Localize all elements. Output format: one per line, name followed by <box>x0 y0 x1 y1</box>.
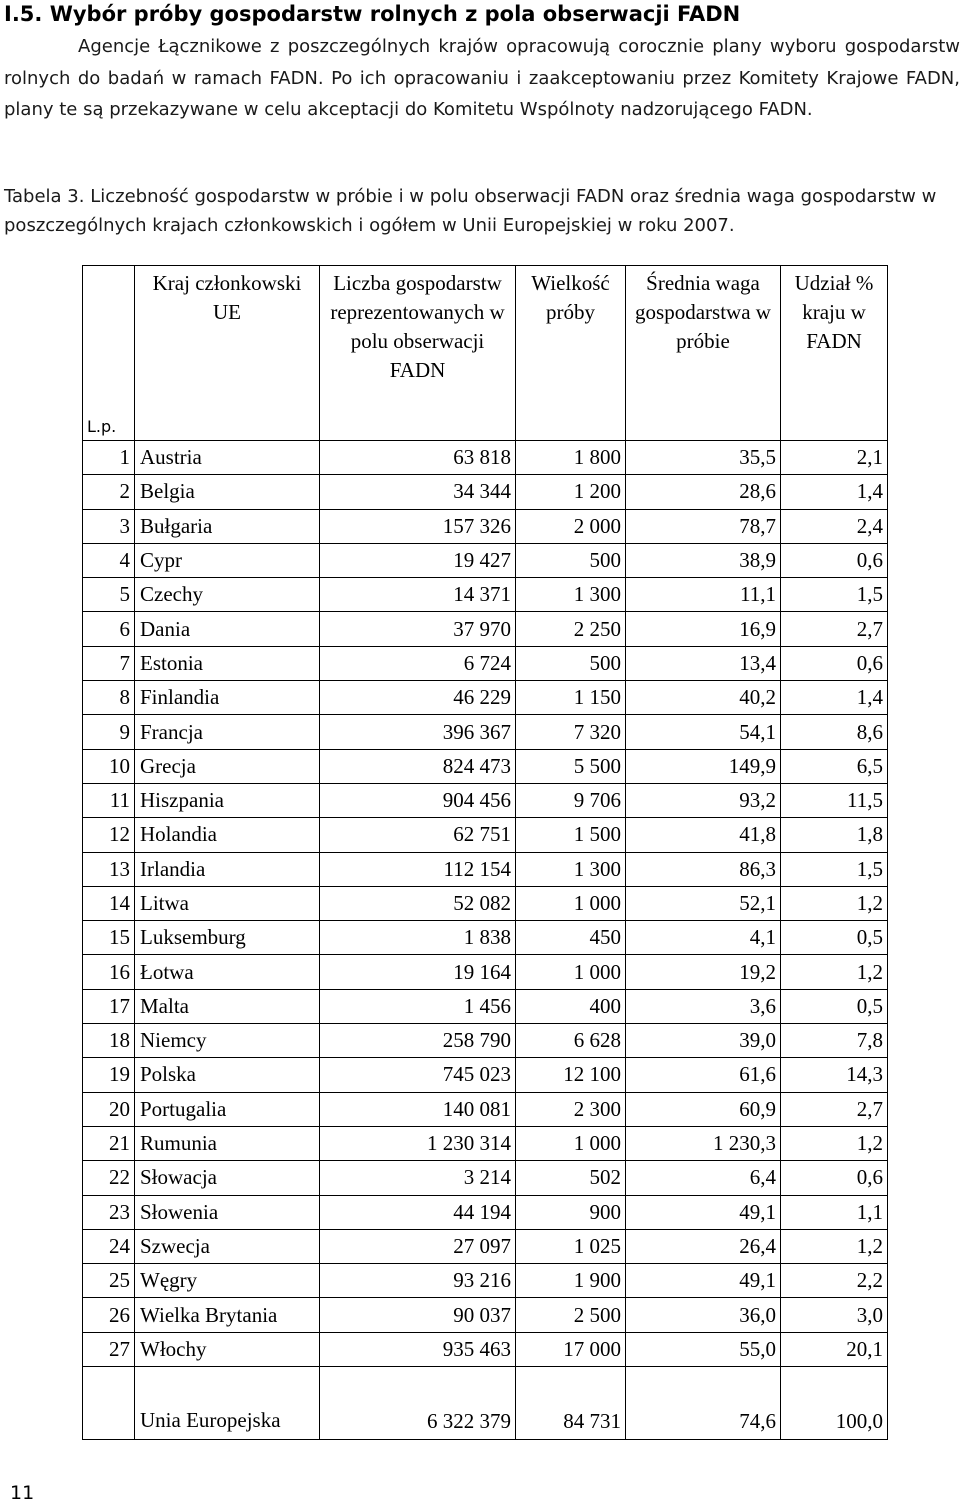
cell-weight: 26,4 <box>626 1229 781 1263</box>
cell-lp: 8 <box>83 681 135 715</box>
table-row <box>83 1092 888 1126</box>
cell-weight: 60,9 <box>626 1092 781 1126</box>
table-row <box>83 1024 888 1058</box>
cell-country: Czechy <box>135 578 320 612</box>
cell-represented: 14 371 <box>320 578 516 612</box>
cell-sample: 2 250 <box>516 612 626 646</box>
cell-share: 20,1 <box>781 1332 888 1366</box>
cell-represented: 745 023 <box>320 1058 516 1092</box>
cell-represented: 140 081 <box>320 1092 516 1126</box>
cell-share: 2,4 <box>781 509 888 543</box>
cell-weight: 41,8 <box>626 818 781 852</box>
cell-lp: 1 <box>83 441 135 475</box>
section-title: I.5. Wybór próby gospodarstw rolnych z pola obserwacji FADN <box>4 2 741 26</box>
cell-lp: 19 <box>83 1058 135 1092</box>
cell-share: 1,5 <box>781 852 888 886</box>
cell-lp: 10 <box>83 749 135 783</box>
cell-share: 2,2 <box>781 1264 888 1298</box>
cell-sample: 1 200 <box>516 475 626 509</box>
cell-lp <box>83 1367 135 1440</box>
cell-sample: 400 <box>516 989 626 1023</box>
table-row <box>83 818 888 852</box>
table-row <box>83 749 888 783</box>
cell-lp: 16 <box>83 955 135 989</box>
cell-represented: 3 214 <box>320 1161 516 1195</box>
cell-represented: 6 322 379 <box>320 1367 516 1440</box>
cell-country: Francja <box>135 715 320 749</box>
cell-sample: 900 <box>516 1195 626 1229</box>
cell-represented: 1 230 314 <box>320 1126 516 1160</box>
table-row <box>83 646 888 680</box>
table-row <box>83 783 888 817</box>
cell-lp: 20 <box>83 1092 135 1126</box>
cell-weight: 149,9 <box>626 749 781 783</box>
cell-lp: 18 <box>83 1024 135 1058</box>
table-row <box>83 1264 888 1298</box>
cell-sample: 1 300 <box>516 578 626 612</box>
cell-share: 14,3 <box>781 1058 888 1092</box>
table-caption: Tabela 3. Liczebność gospodarstw w próbie i w polu obserwacji FADN oraz średnia waga gospodarstw w poszczególnych krajach członkowskich i ogółem w Unii Europejskiej w roku 2007. <box>4 186 937 236</box>
cell-country: Węgry <box>135 1264 320 1298</box>
cell-represented: 935 463 <box>320 1332 516 1366</box>
cell-lp: 6 <box>83 612 135 646</box>
cell-lp: 14 <box>83 886 135 920</box>
cell-share: 100,0 <box>781 1367 888 1440</box>
cell-weight: 1 230,3 <box>626 1126 781 1160</box>
cell-lp: 12 <box>83 818 135 852</box>
cell-country: Włochy <box>135 1332 320 1366</box>
cell-share: 1,2 <box>781 955 888 989</box>
cell-country: Bułgaria <box>135 509 320 543</box>
cell-weight: 39,0 <box>626 1024 781 1058</box>
cell-sample: 17 000 <box>516 1332 626 1366</box>
cell-represented: 258 790 <box>320 1024 516 1058</box>
table-row <box>83 852 888 886</box>
cell-represented: 63 818 <box>320 441 516 475</box>
table-body <box>83 441 888 1440</box>
cell-sample: 1 000 <box>516 886 626 920</box>
cell-lp: 5 <box>83 578 135 612</box>
intro-paragraph <box>4 31 960 126</box>
cell-sample: 1 500 <box>516 818 626 852</box>
table-row <box>83 1229 888 1263</box>
table-row <box>83 1332 888 1366</box>
cell-country: Estonia <box>135 646 320 680</box>
cell-weight: 93,2 <box>626 783 781 817</box>
cell-represented: 1 456 <box>320 989 516 1023</box>
cell-represented: 37 970 <box>320 612 516 646</box>
cell-country: Słowacja <box>135 1161 320 1195</box>
page-number: 11 <box>10 1482 35 1504</box>
cell-weight: 6,4 <box>626 1161 781 1195</box>
table-row <box>83 578 888 612</box>
cell-lp: 13 <box>83 852 135 886</box>
cell-lp: 3 <box>83 509 135 543</box>
cell-share: 2,1 <box>781 441 888 475</box>
cell-share: 1,5 <box>781 578 888 612</box>
table-row <box>83 1195 888 1229</box>
cell-sample: 1 900 <box>516 1264 626 1298</box>
cell-sample: 12 100 <box>516 1058 626 1092</box>
cell-weight: 4,1 <box>626 921 781 955</box>
cell-lp: 11 <box>83 783 135 817</box>
cell-country: Luksemburg <box>135 921 320 955</box>
cell-sample: 1 300 <box>516 852 626 886</box>
table-row <box>83 441 888 475</box>
cell-share: 1,4 <box>781 681 888 715</box>
header-country: Kraj członkowski UE <box>135 266 320 441</box>
cell-sample: 450 <box>516 921 626 955</box>
cell-represented: 112 154 <box>320 852 516 886</box>
cell-represented: 6 724 <box>320 646 516 680</box>
cell-weight: 36,0 <box>626 1298 781 1332</box>
cell-country: Szwecja <box>135 1229 320 1263</box>
cell-weight: 86,3 <box>626 852 781 886</box>
cell-sample: 1 000 <box>516 1126 626 1160</box>
cell-represented: 90 037 <box>320 1298 516 1332</box>
table-row <box>83 1058 888 1092</box>
cell-weight: 11,1 <box>626 578 781 612</box>
cell-share: 1,2 <box>781 1126 888 1160</box>
cell-country: Unia Europejska <box>135 1367 320 1440</box>
table-row <box>83 1161 888 1195</box>
cell-represented: 904 456 <box>320 783 516 817</box>
cell-lp: 21 <box>83 1126 135 1160</box>
cell-represented: 824 473 <box>320 749 516 783</box>
cell-lp: 7 <box>83 646 135 680</box>
cell-weight: 19,2 <box>626 955 781 989</box>
cell-represented: 52 082 <box>320 886 516 920</box>
table-row <box>83 1126 888 1160</box>
cell-country: Polska <box>135 1058 320 1092</box>
cell-share: 0,6 <box>781 1161 888 1195</box>
cell-sample: 9 706 <box>516 783 626 817</box>
table-row <box>83 681 888 715</box>
cell-share: 0,6 <box>781 543 888 577</box>
cell-lp: 15 <box>83 921 135 955</box>
cell-lp: 26 <box>83 1298 135 1332</box>
table-header-row <box>83 266 888 441</box>
cell-share: 1,1 <box>781 1195 888 1229</box>
cell-weight: 40,2 <box>626 681 781 715</box>
cell-represented: 27 097 <box>320 1229 516 1263</box>
cell-weight: 35,5 <box>626 441 781 475</box>
cell-sample: 500 <box>516 543 626 577</box>
cell-share: 3,0 <box>781 1298 888 1332</box>
cell-share: 0,5 <box>781 921 888 955</box>
header-avg-weight: Średnia waga gospodarstwa w próbie <box>626 266 781 441</box>
cell-share: 1,4 <box>781 475 888 509</box>
fadn-table <box>82 265 888 1440</box>
cell-sample: 84 731 <box>516 1367 626 1440</box>
cell-represented: 19 427 <box>320 543 516 577</box>
cell-lp: 4 <box>83 543 135 577</box>
cell-country: Niemcy <box>135 1024 320 1058</box>
cell-country: Słowenia <box>135 1195 320 1229</box>
cell-share: 1,2 <box>781 1229 888 1263</box>
cell-country: Austria <box>135 441 320 475</box>
cell-weight: 13,4 <box>626 646 781 680</box>
cell-sample: 502 <box>516 1161 626 1195</box>
cell-represented: 34 344 <box>320 475 516 509</box>
table-row <box>83 1298 888 1332</box>
cell-sample: 2 500 <box>516 1298 626 1332</box>
table-row <box>83 989 888 1023</box>
cell-country: Portugalia <box>135 1092 320 1126</box>
cell-share: 8,6 <box>781 715 888 749</box>
table-row <box>83 921 888 955</box>
cell-represented: 46 229 <box>320 681 516 715</box>
cell-lp: 22 <box>83 1161 135 1195</box>
cell-country: Litwa <box>135 886 320 920</box>
cell-weight: 28,6 <box>626 475 781 509</box>
cell-weight: 74,6 <box>626 1367 781 1440</box>
cell-sample: 1 800 <box>516 441 626 475</box>
cell-lp: 25 <box>83 1264 135 1298</box>
table-row <box>83 955 888 989</box>
cell-weight: 49,1 <box>626 1195 781 1229</box>
cell-country: Rumunia <box>135 1126 320 1160</box>
cell-country: Finlandia <box>135 681 320 715</box>
cell-sample: 1 000 <box>516 955 626 989</box>
cell-country: Wielka Brytania <box>135 1298 320 1332</box>
cell-represented: 396 367 <box>320 715 516 749</box>
cell-lp: 23 <box>83 1195 135 1229</box>
cell-share: 1,8 <box>781 818 888 852</box>
header-represented: Liczba gospodarstw reprezentowanych w polu obserwacji FADN <box>320 266 516 441</box>
cell-country: Grecja <box>135 749 320 783</box>
cell-represented: 44 194 <box>320 1195 516 1229</box>
cell-sample: 500 <box>516 646 626 680</box>
cell-sample: 5 500 <box>516 749 626 783</box>
table-row <box>83 475 888 509</box>
cell-weight: 55,0 <box>626 1332 781 1366</box>
cell-weight: 61,6 <box>626 1058 781 1092</box>
cell-country: Łotwa <box>135 955 320 989</box>
cell-share: 2,7 <box>781 1092 888 1126</box>
table-total-row <box>83 1367 888 1440</box>
cell-sample: 1 150 <box>516 681 626 715</box>
cell-sample: 6 628 <box>516 1024 626 1058</box>
table-row <box>83 543 888 577</box>
cell-share: 2,7 <box>781 612 888 646</box>
cell-weight: 16,9 <box>626 612 781 646</box>
cell-weight: 78,7 <box>626 509 781 543</box>
intro-text: Agencje Łącznikowe z poszczególnych krajów opracowują corocznie plany wyboru gospodarstw rolnych do badań w ramach FADN. Po ich opracowaniu i zaakceptowaniu przez Komitety Krajowe FADN, plany te są przekazywane w celu akceptacji do Komitetu Wspólnoty nadzorującego FADN. <box>4 36 960 120</box>
cell-weight: 52,1 <box>626 886 781 920</box>
header-lp: L.p. <box>83 266 135 441</box>
cell-sample: 2 300 <box>516 1092 626 1126</box>
cell-weight: 54,1 <box>626 715 781 749</box>
cell-represented: 19 164 <box>320 955 516 989</box>
cell-country: Dania <box>135 612 320 646</box>
cell-sample: 1 025 <box>516 1229 626 1263</box>
header-share: Udział % kraju w FADN <box>781 266 888 441</box>
table-row <box>83 715 888 749</box>
cell-share: 11,5 <box>781 783 888 817</box>
cell-lp: 27 <box>83 1332 135 1366</box>
cell-sample: 2 000 <box>516 509 626 543</box>
cell-weight: 49,1 <box>626 1264 781 1298</box>
cell-country: Belgia <box>135 475 320 509</box>
table-row <box>83 886 888 920</box>
cell-country: Malta <box>135 989 320 1023</box>
cell-share: 0,5 <box>781 989 888 1023</box>
cell-represented: 62 751 <box>320 818 516 852</box>
cell-country: Holandia <box>135 818 320 852</box>
header-sample-size: Wielkość próby <box>516 266 626 441</box>
cell-share: 7,8 <box>781 1024 888 1058</box>
cell-lp: 17 <box>83 989 135 1023</box>
table-row <box>83 509 888 543</box>
cell-represented: 1 838 <box>320 921 516 955</box>
cell-share: 1,2 <box>781 886 888 920</box>
cell-weight: 3,6 <box>626 989 781 1023</box>
cell-represented: 93 216 <box>320 1264 516 1298</box>
table-row <box>83 612 888 646</box>
cell-lp: 24 <box>83 1229 135 1263</box>
cell-share: 6,5 <box>781 749 888 783</box>
cell-share: 0,6 <box>781 646 888 680</box>
cell-country: Cypr <box>135 543 320 577</box>
cell-country: Irlandia <box>135 852 320 886</box>
cell-weight: 38,9 <box>626 543 781 577</box>
cell-lp: 9 <box>83 715 135 749</box>
cell-sample: 7 320 <box>516 715 626 749</box>
cell-country: Hiszpania <box>135 783 320 817</box>
cell-represented: 157 326 <box>320 509 516 543</box>
cell-lp: 2 <box>83 475 135 509</box>
